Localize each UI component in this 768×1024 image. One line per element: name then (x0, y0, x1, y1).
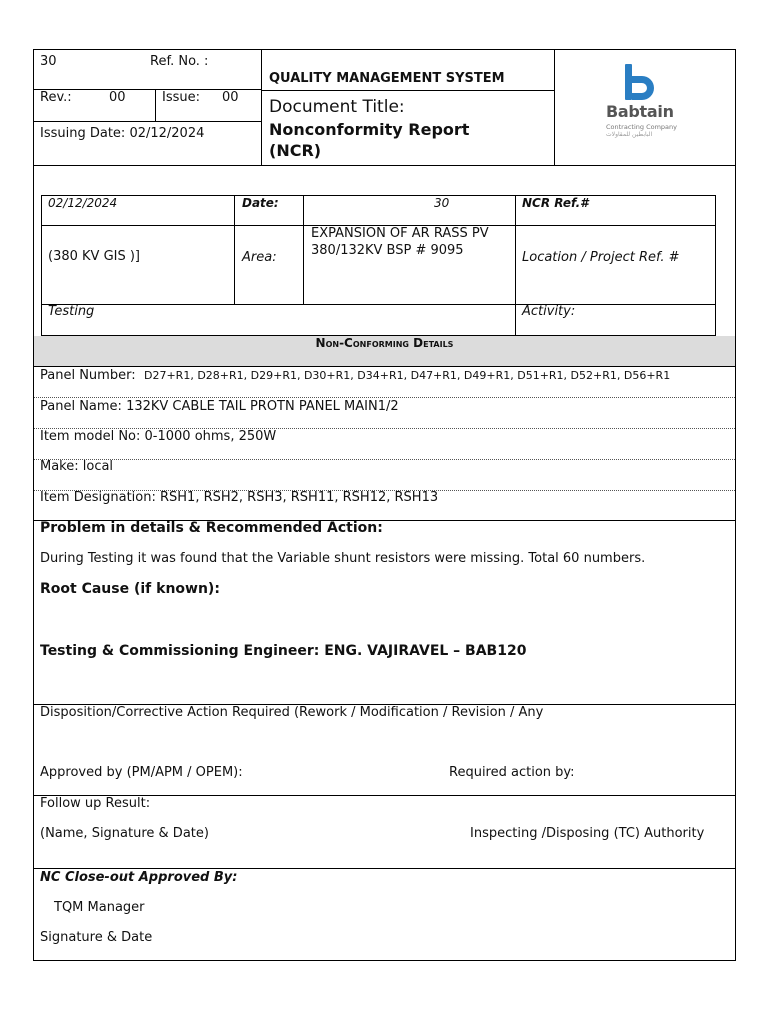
date-label: Date: (242, 196, 279, 210)
section-title: Non-Conforming Details (315, 336, 454, 350)
item-model: Item model No: 0-1000 ohms, 250W (40, 429, 277, 444)
tqm-manager: TQM Manager (54, 900, 145, 915)
panel-name: Panel Name: 132KV CABLE TAIL PROTN PANEL MAIN1/2 (40, 399, 399, 414)
doc-title-label: Document Title: (269, 97, 405, 117)
rev-value: 00 (109, 90, 126, 105)
closeout-label: NC Close-out Approved By: (40, 870, 238, 885)
engineer-line: Testing & Commissioning Engineer: ENG. VAJIRAVEL – BAB120 (40, 643, 527, 659)
location-label: Location / Project Ref. # (522, 250, 680, 265)
project-line1: EXPANSION OF AR RASS PV (311, 226, 489, 241)
doc-number: 30 (40, 54, 57, 69)
babtain-logo (600, 62, 690, 142)
make: Make: local (40, 459, 114, 474)
info-table (41, 195, 716, 336)
signature-date: Signature & Date (40, 930, 153, 945)
panel-number-value: D27+R1, D28+R1, D29+R1, D30+R1, D34+R1, D47+R1, D49+R1, D51+R1, D52+R1, D56+R1 (144, 369, 671, 382)
issue-value: 00 (222, 90, 239, 105)
follow-up-label: Follow up Result: (40, 796, 151, 811)
required-action-label: Required action by: (449, 765, 575, 780)
authority-label: Inspecting /Disposing (TC) Authority (470, 826, 705, 841)
panel-number-label: Panel Number: (40, 368, 136, 383)
item-designation: Item Designation: RSH1, RSH2, RSH3, RSH11, RSH12, RSH13 (40, 490, 439, 505)
date-value: 02/12/2024 (48, 196, 118, 210)
ncr-ref-label: NCR Ref.# (522, 196, 589, 210)
babtain-logo-mark (600, 62, 690, 104)
disposition-text: Disposition/Corrective Action Required (Rework / Modification / Revision / Any (40, 705, 544, 720)
activity-label: Activity: (522, 304, 576, 319)
qms-title: QUALITY MANAGEMENT SYSTEM (269, 71, 505, 86)
issue-label: Issue: (162, 90, 200, 105)
logo-arabic: البابطين للمقاولات (606, 131, 653, 138)
issuing-date: Issuing Date: 02/12/2024 (40, 126, 205, 141)
project-line2: 380/132KV BSP # 9095 (311, 243, 464, 258)
ncr-value: 30 (434, 196, 450, 210)
doc-title-line2: (NCR) (269, 141, 322, 160)
root-cause-label: Root Cause (if known): (40, 581, 220, 597)
area-label: Area: (242, 250, 277, 265)
rev-label: Rev.: (40, 90, 72, 105)
area-value: (380 KV GIS )] (48, 249, 141, 264)
doc-title-line1: Nonconformity Report (269, 120, 470, 139)
ref-no-label: Ref. No. : (150, 54, 209, 69)
logo-sub: Contracting Company (606, 123, 678, 131)
problem-text: During Testing it was found that the Variable shunt resistors were missing. Total 60 numbers. (40, 551, 646, 566)
activity-value: Testing (48, 304, 95, 319)
problem-heading: Problem in details & Recommended Action: (40, 520, 383, 536)
name-signature-label: (Name, Signature & Date) (40, 826, 209, 841)
logo-name: Babtain (606, 102, 674, 121)
approved-by-label: Approved by (PM/APM / OPEM): (40, 765, 243, 780)
